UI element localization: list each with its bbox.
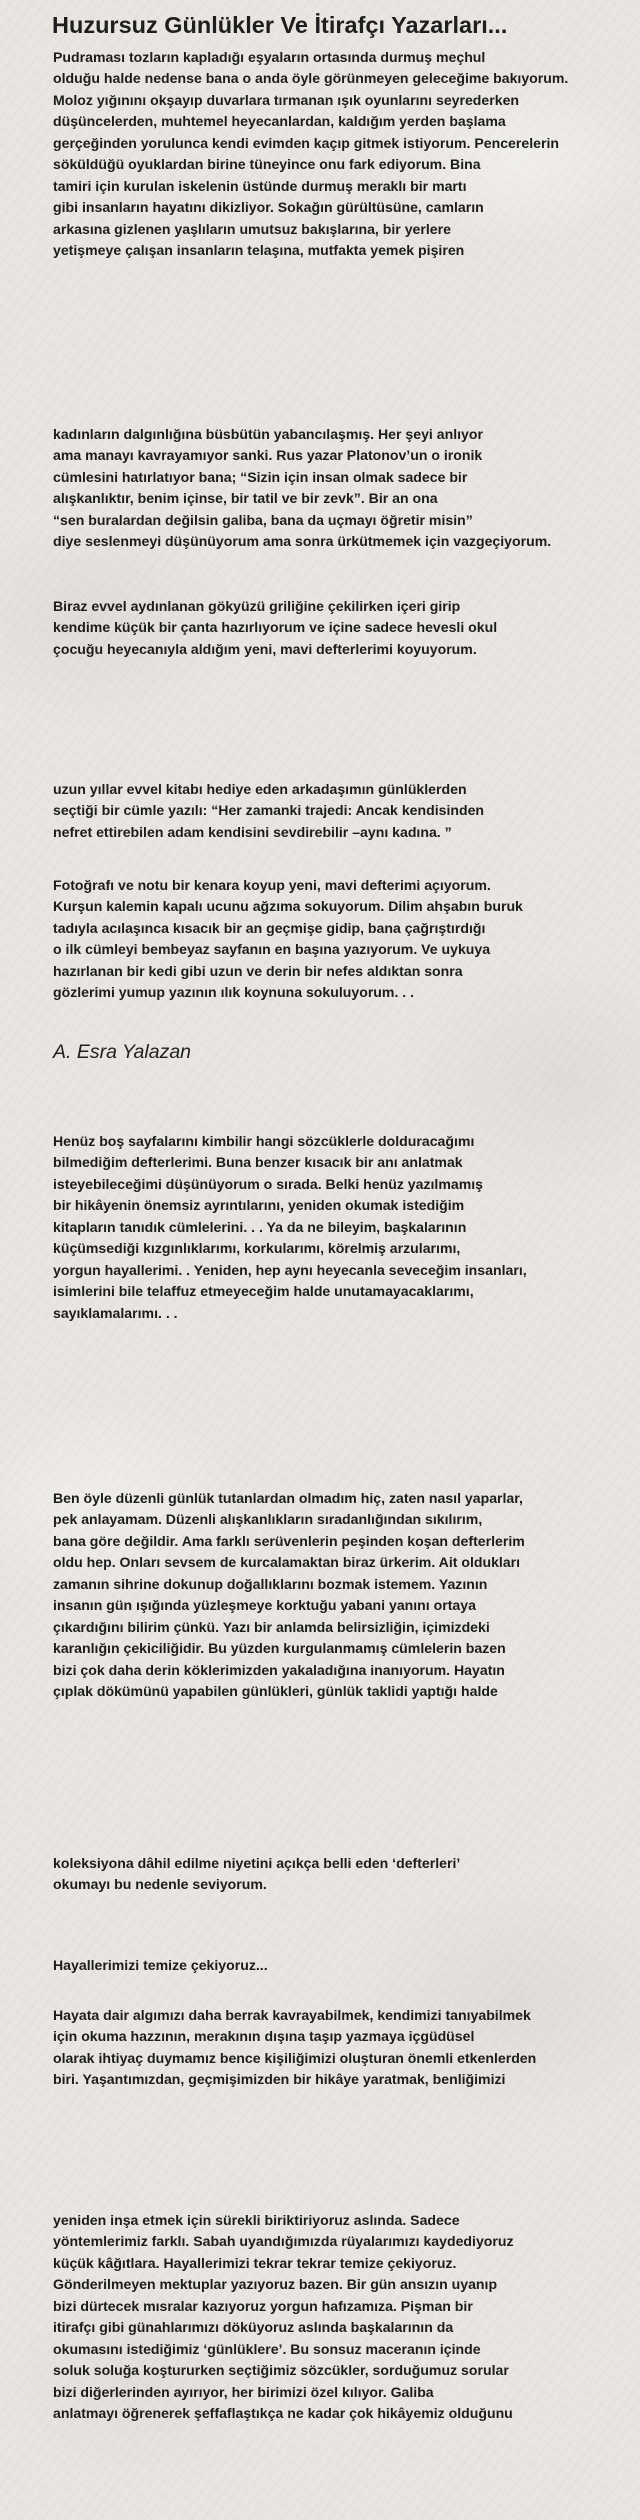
text-line: kadınların dalgınlığına büsbütün yabancılaşmış. Her şeyi anlıyor [53, 426, 483, 442]
text-line: seçtiği bir cümle yazılı: “Her zamanki trajedi: Ancak kendisinden [53, 802, 485, 819]
text-line: sayıklamalarımı. . . [53, 1304, 178, 1321]
text-line: insanın gün ışığında yüzleşmeye korktuğu yabani yanını ortaya [53, 1597, 476, 1614]
text-line: isimlerini bile telaffuz etmeyeceğim halde unutamayacaklarımı, [53, 1283, 474, 1300]
paragraph-6 [53, 1131, 527, 1324]
text-line: oldu hep. Onları sevsem de kurcalamaktan biraz ürkerim. Ait oldukları [53, 1554, 521, 1571]
text-line: gibi insanların hayatını dikizliyor. Sokağın gürültüsüne, camların [53, 199, 484, 216]
text-line: Fotoğrafı ve notu bir kenara koyup yeni, mavi defterimi açıyorum. [53, 877, 491, 893]
paragraph-9 [53, 2005, 536, 2091]
text-line: Pudraması tozların kapladığı eşyaların ortasında durmuş meçhul [53, 49, 486, 65]
text-line: anlatmayı öğrenerek şeffaflaştıkça ne kadar çok hikâyemiz olduğunu [53, 2404, 513, 2421]
text-line: “sen buralardan değilsin galiba, bana da uçmayı öğretir misin” [53, 511, 473, 528]
text-line: olarak ihtiyaç duymamız bence kişiliğimizi oluşturan önemli etkenlerden [53, 2049, 537, 2066]
text-line: düşüncelerden, muhtemel heyecanlardan, kaldığım yerden başlama [53, 113, 506, 130]
text-line: Moloz yığınını okşayıp duvarlara tırmanan ışık oyunlarını seyrederken [53, 91, 520, 108]
author-signature: A. Esra Yalazan [53, 1041, 192, 1063]
text-line: karanlığın çekiciliğidir. Bu yüzden kurgulanmamış cümlelerin bazen [53, 1640, 506, 1657]
text-line: Gönderilmeyen mektuplar yazıyoruz bazen. Bir gün ansızın uyanıp [53, 2276, 498, 2293]
text-line: zamanın sihrine dokunup doğallıklarını bozmak istemem. Yazının [53, 1575, 488, 1592]
text-line: koleksiyona dâhil edilme niyetini açıkça belli eden ‘defterleri’ [53, 1855, 461, 1871]
text-line: okumasını istediğimiz ‘günlüklere’. Bu sonsuz maceranın içinde [53, 2340, 481, 2357]
text-line: tamiri için kurulan iskelenin üstünde durmuş meraklı bir martı [53, 177, 467, 194]
text-line: bizi dürtecek mısralar kazıyoruz yorgun hafızamıza. Pişman bir [53, 2297, 473, 2314]
paragraph-4 [53, 779, 484, 843]
text-line: soluk soluğa koştururken seçtiğimiz sözcükler, sorduğumuz sorular [53, 2362, 509, 2379]
text-line: biri. Yaşantımızdan, geçmişimizden bir hikâye yaratmak, benliğimizi [53, 2071, 506, 2088]
paragraph-5 [53, 875, 523, 1004]
text-line: nefret ettirebilen adam kendisini sevdirebilir –aynı kadına. ” [53, 823, 452, 840]
text-line: bir hikâyenin önemsiz ayrıntılarını, yeniden okumak istediğim [53, 1197, 465, 1214]
text-line: küçümsediği kızgınlıklarımı, korkularımı, körelmiş arzularımı, [53, 1240, 461, 1257]
paragraph-10 [53, 2210, 514, 2424]
text-line: yöntemlerimiz farklı. Sabah uyandığımızda rüyalarımızı kaydediyoruz [53, 2233, 514, 2250]
text-line: Henüz boş sayfalarını kimbilir hangi sözcüklerle dolduracağımı [53, 1133, 475, 1149]
text-line: ama manayı kavrayamıyor sanki. Rus yazar Platonov’un o ironik [53, 447, 483, 464]
text-line: Ben öyle düzenli günlük tutanlardan olmadım hiç, zaten nasıl yaparlar, [53, 1490, 523, 1506]
paragraph-8 [53, 1853, 460, 1896]
text-line: yorgun hayallerimi. . Yeniden, hep aynı heyecanla seveceğim insanları, [53, 1261, 527, 1278]
text-line: bizi diğerlerinden ayırıyor, her birimizi özel kılıyor. Galiba [53, 2383, 434, 2400]
text-line: alışkanlıktır, benim içinse, bir tatil ve bir zevk”. Bir an ona [53, 490, 438, 507]
text-line: diye seslenmeyi düşünüyorum ama sonra ürkütmemek için vazgeçiyorum. [53, 533, 552, 550]
text-line: Hayallerimizi temize çekiyoruz... [53, 1957, 268, 1973]
text-line: bizi çok daha derin köklerimizden yakaladığına inanıyorum. Hayatın [53, 1661, 505, 1678]
text-line: kitapların tanıdık cümlelerini. . . Ya da ne bileyim, başkalarının [53, 1218, 467, 1235]
section-heading [53, 1955, 268, 1976]
text-line: isteyebileceğimi düşünüyorum o sırada. Belki henüz yazılmamış [53, 1175, 483, 1192]
text-line: çıkardığını bilirim çünkü. Yazı bir anlamda belirsizliğin, içimizdeki [53, 1618, 490, 1635]
paragraph-2 [53, 424, 551, 553]
paragraph-1 [53, 47, 568, 261]
text-line: cümlesini hatırlatıyor bana; “Sizin için insan olmak sadece bir [53, 468, 468, 485]
paragraph-7 [53, 1488, 525, 1702]
text-line: küçük kâğıtlara. Hayallerimizi tekrar tekrar temize çekiyoruz. [53, 2254, 457, 2271]
text-line: itirafçı gibi günahlarımızı döküyoruz aslında başkalarının da [53, 2319, 454, 2336]
text-line: yetişmeye çalışan insanların telaşına, mutfakta yemek pişiren [53, 241, 465, 258]
text-line: yeniden inşa etmek için sürekli biriktiriyoruz aslında. Sadece [53, 2212, 460, 2228]
text-line: bana göre değildir. Ama farklı serüvenlerin peşinden koşan defterlerim [53, 1532, 525, 1549]
text-line: çıplak dökümünü yapabilen günlükleri, günlük taklidi yaptığı halde [53, 1682, 498, 1699]
text-line: çocuğu heyecanıyla aldığım yeni, mavi defterlerimi koyuyorum. [53, 640, 477, 657]
article-title: Huzursuz Günlükler Ve İtirafçı Yazarları... [52, 12, 508, 38]
text-line: Biraz evvel aydınlanan gökyüzü griliğine çekilirken içeri girip [53, 598, 461, 614]
text-line: tadıyla acılaşınca kısacık bir an geçmişe gidip, bana çağrıştırdığı [53, 919, 486, 936]
text-line: Kurşun kalemin kapalı ucunu ağzıma sokuyorum. Dilim ahşabın buruk [53, 898, 523, 915]
text-line: pek anlayamam. Düzenli alışkanlıkların sıradanlığından sıkılırım, [53, 1511, 483, 1528]
text-line: kendime küçük bir çanta hazırlıyorum ve içine sadece hevesli okul [53, 619, 498, 636]
text-line: olduğu halde nedense bana o anda öyle görünmeyen geleceğime bakıyorum. [53, 70, 569, 87]
text-line: arkasına gizlenen yaşlıların umutsuz bakışlarına, bir yerlere [53, 220, 451, 237]
text-line: için okuma hazzının, merakının dışına taşıp yazmaya içgüdüsel [53, 2028, 475, 2045]
text-line: bilmediğim defterlerimi. Buna benzer kısacık bir anı anlatmak [53, 1154, 463, 1171]
text-line: gerçeğinden yorulunca kendi evimden kaçıp gitmek istiyorum. Pencerelerin [53, 134, 559, 151]
text-line: söküldüğü oyuklardan birine tüneyince onu fark ediyorum. Bina [53, 156, 481, 173]
paragraph-3 [53, 596, 497, 660]
text-line: gözlerimi yumup yazının ılık koynuna sokuluyorum. . . [53, 984, 415, 1001]
text-line: o ilk cümleyi bembeyaz sayfanın en başına yazıyorum. Ve uykuya [53, 941, 491, 958]
text-line: hazırlanan bir kedi gibi uzun ve derin bir nefes aldıktan sonra [53, 962, 463, 979]
text-line: uzun yıllar evvel kitabı hediye eden arkadaşımın günlüklerden [53, 781, 467, 797]
text-line: Hayata dair algımızı daha berrak kavrayabilmek, kendimizi tanıyabilmek [53, 2007, 531, 2023]
text-line: okumayı bu nedenle seviyorum. [53, 1876, 267, 1893]
